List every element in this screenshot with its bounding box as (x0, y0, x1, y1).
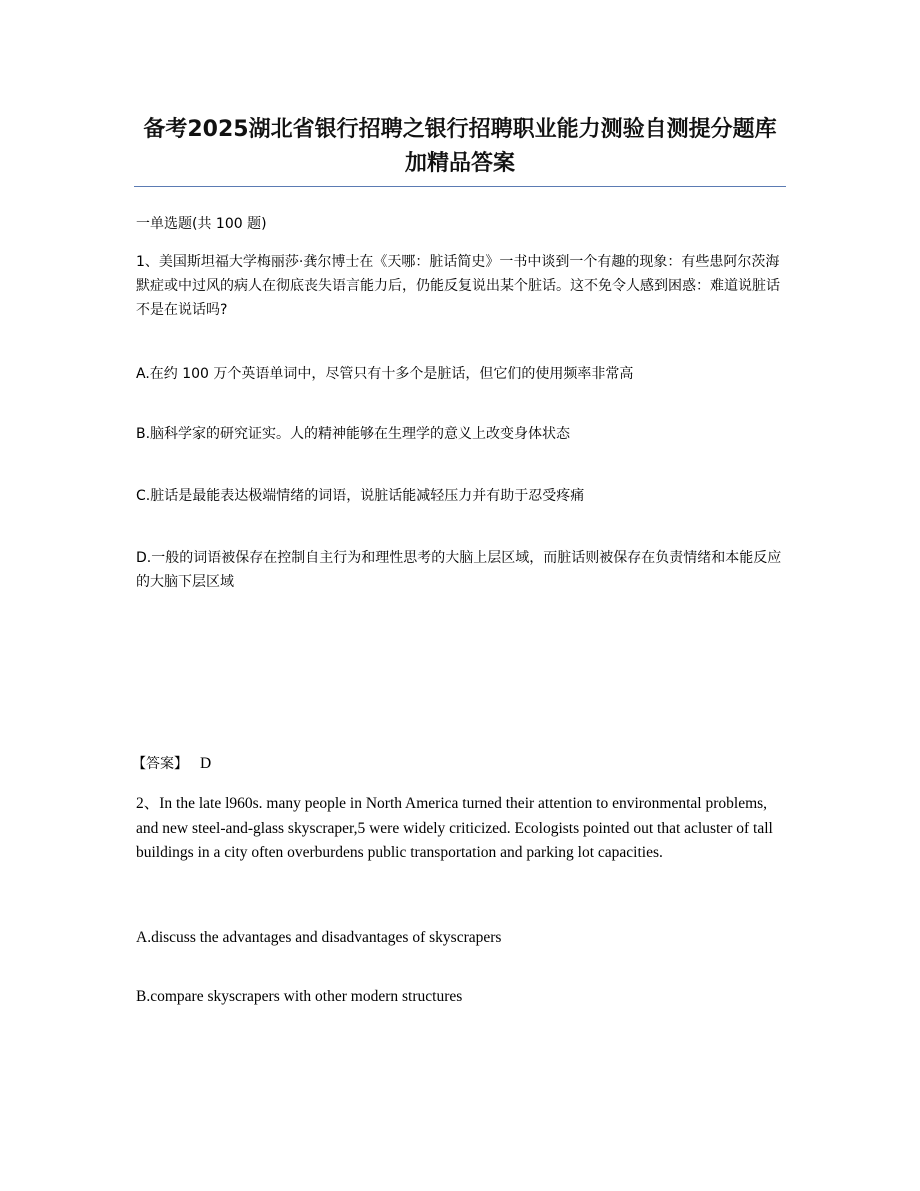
question-2-option-a: A.discuss the advantages and disadvantages of skyscrapers (136, 929, 502, 946)
title-underline (134, 186, 786, 187)
answer-value: D (200, 755, 212, 772)
question-1-answer (132, 752, 786, 776)
answer-label: 【答案】 (132, 756, 188, 772)
question-1-stem: 1、美国斯坦福大学梅丽莎·龚尔博士在《天哪：脏话简史》一书中谈到一个有趣的现象：有些患阿尔茨海默症或中过风的病人在彻底丧失语言能力后，仍能反复说出某个脏话。这不免令人感到困惑：难道说脏话不是在说话吗? (136, 254, 780, 318)
section-heading: 一单选题(共 100 题) (136, 216, 267, 232)
question-2-option-b: B.compare skyscrapers with other modern structures (136, 988, 463, 1005)
question-1-option-a: A.在约 100 万个英语单词中，尽管只有十多个是脏话，但它们的使用频率非常高 (136, 366, 634, 382)
question-1-option-d: D.一般的词语被保存在控制自主行为和理性思考的大脑上层区域，而脏话则被保存在负责情绪和本能反应的大脑下层区域 (136, 550, 782, 590)
question-1-option-b: B.脑科学家的研究证实。人的精神能够在生理学的意义上改变身体状态 (136, 426, 571, 442)
question-1-option-c: C.脏话是最能表达极端情绪的词语，说脏话能减轻压力并有助于忍受疼痛 (136, 488, 585, 504)
document-title: 备考2025湖北省银行招聘之银行招聘职业能力测验自测提分题库加精品答案 (143, 117, 777, 176)
question-2-stem: 2、In the late l960s. many people in North America turned their attention to environmental problems, and new steel-and-glass skyscraper,5 were widely criticized. Ecologists pointed out that acluster of tall buildings in a city often overburdens public transportation and parking lot capacities. (136, 795, 773, 861)
